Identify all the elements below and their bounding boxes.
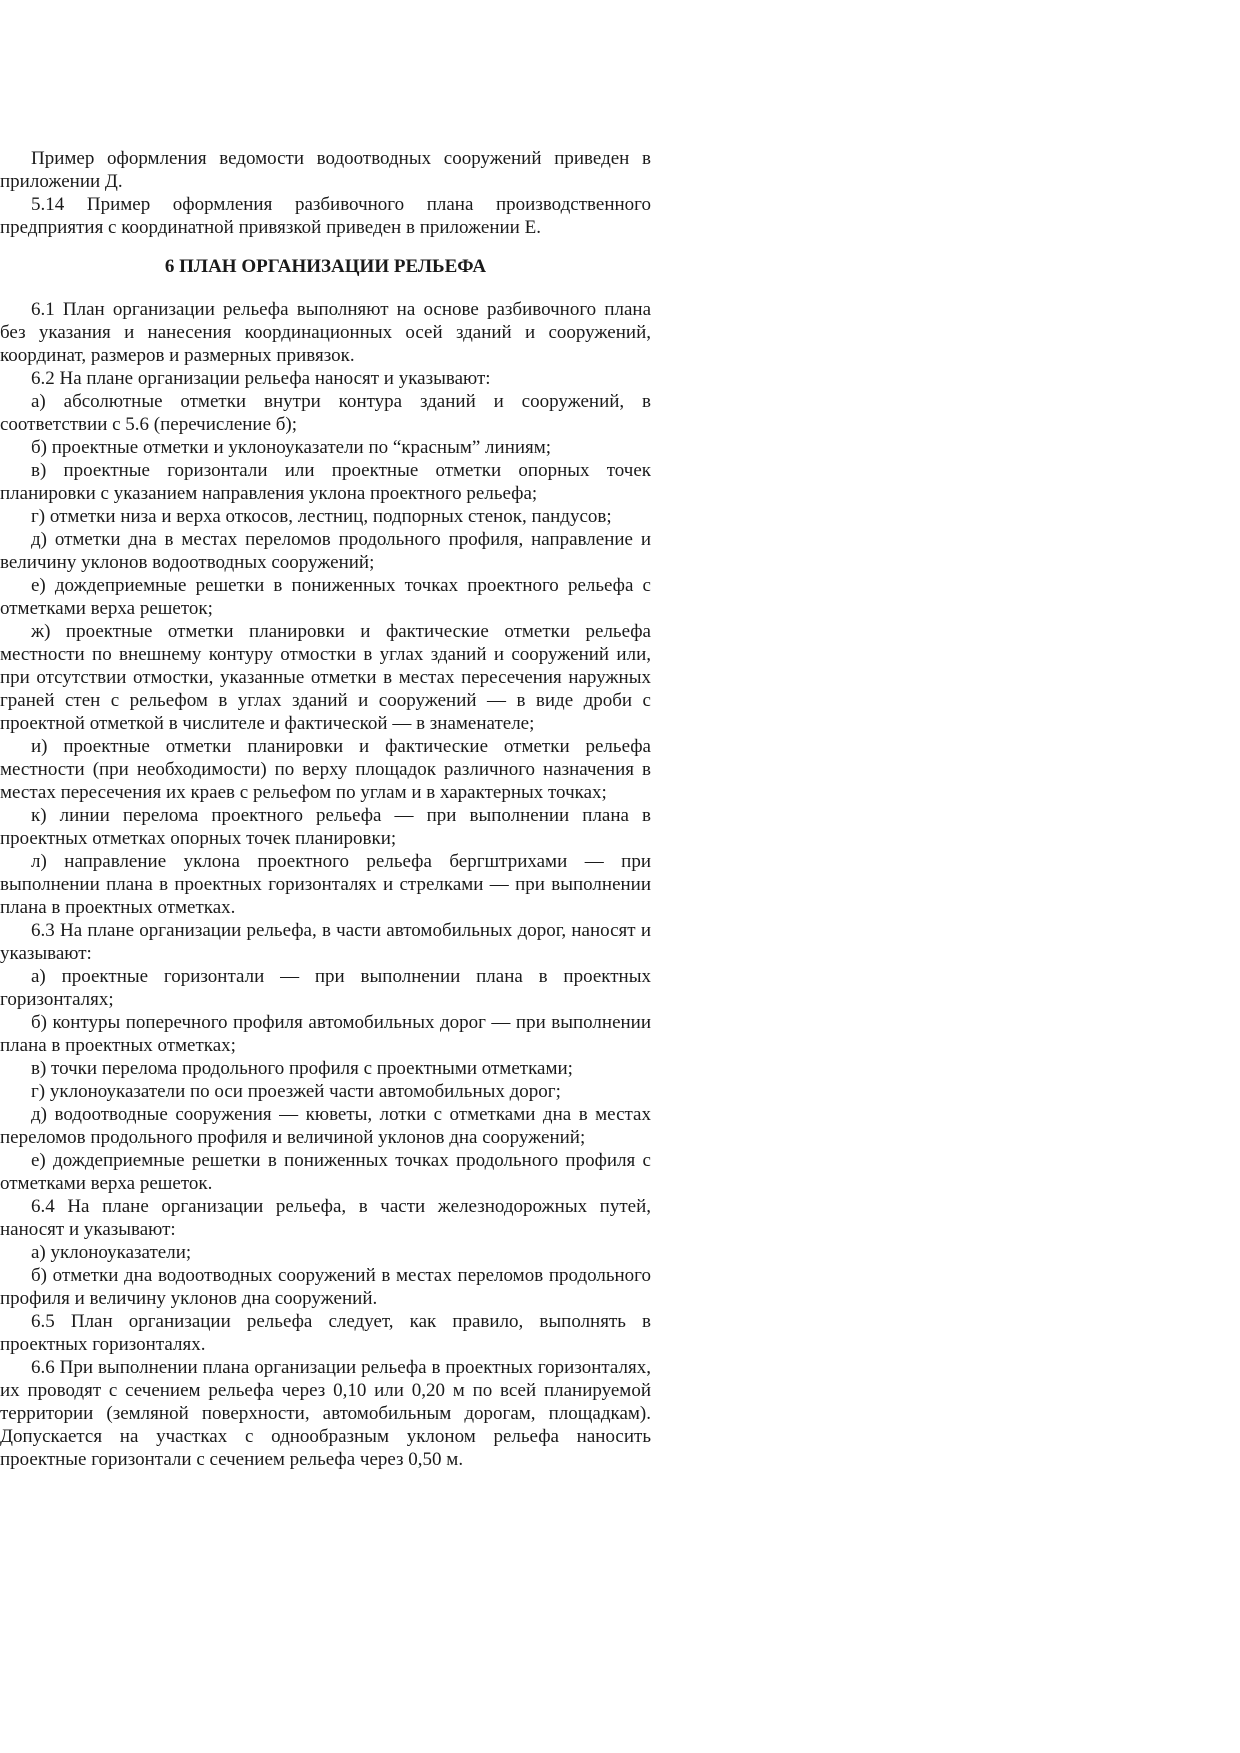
paragraph: Пример оформления ведомости водоотводных сооружений приведен в приложении Д. [0, 148, 651, 192]
paragraph: 6.3 На плане организации рельефа, в части автомобильных дорог, наносят и указывают: [0, 920, 651, 964]
paragraph: 6.6 При выполнении плана организации рельефа в проектных горизонталях, их проводят с сечением рельефа через 0,10 или 0,20 м по всей планируемой территории (земляной поверхности, автомобильным дорогам, площадкам). Допускается на участках с однообразным уклоном рельефа наносить проектные горизонтали с сечением рельефа через 0,50 м. [0, 1357, 651, 1470]
section-title: 6 ПЛАН ОРГАНИЗАЦИИ РЕЛЬЕФА [164, 256, 487, 277]
list-item: а) абсолютные отметки внутри контура зданий и сооружений, в соответствии с 5.6 (перечисление б); [0, 391, 651, 435]
list-item: в) проектные горизонтали или проектные отметки опорных точек планировки с указанием направления уклона проектного рельефа; [0, 460, 651, 504]
paragraph: 6.4 На плане организации рельефа, в части железнодорожных путей, наносят и указывают: [0, 1196, 651, 1240]
list-item: е) дождеприемные решетки в пониженных точках проектного рельефа с отметками верха решеток; [0, 575, 651, 619]
list-item: л) направление уклона проектного рельефа бергштрихами — при выполнении плана в проектных горизонталях и стрелками — при выполнении плана в проектных отметках. [0, 851, 651, 918]
list-item: к) линии перелома проектного рельефа — при выполнении плана в проектных отметках опорных точек планировки; [0, 805, 651, 849]
paragraph: 6.1 План организации рельефа выполняют на основе разбивочного плана без указания и нанесения координационных осей зданий и сооружений, координат, размеров и размерных привязок. [0, 299, 651, 366]
list-item: в) точки перелома продольного профиля с проектными отметками; [31, 1058, 573, 1079]
list-item: б) проектные отметки и уклоноуказатели по “красным” линиям; [31, 437, 552, 458]
paragraph: 5.14 Пример оформления разбивочного плана производственного предприятия с координатной привязкой приведен в приложении Е. [0, 194, 651, 238]
list-item: а) уклоноуказатели; [31, 1242, 192, 1263]
list-item: ж) проектные отметки планировки и фактические отметки рельефа местности по внешнему контуру отмостки в углах зданий и сооружений или, при отсутствии отмостки, указанные отметки в местах пересечения наружных граней стен с рельефом в углах зданий и сооружений — в виде дроби с проектной отметкой в числителе и фактической — в знаменателе; [0, 621, 651, 734]
list-item: е) дождеприемные решетки в пониженных точках продольного профиля с отметками верха решеток. [0, 1150, 651, 1194]
list-item: г) отметки низа и верха откосов, лестниц, подпорных стенок, пандусов; [31, 506, 612, 527]
list-item: д) отметки дна в местах переломов продольного профиля, направление и величину уклонов водоотводных сооружений; [0, 529, 651, 573]
list-item: б) контуры поперечного профиля автомобильных дорог — при выполнении плана в проектных отметках; [0, 1012, 651, 1056]
paragraph: 6.5 План организации рельефа следует, как правило, выполнять в проектных горизонталях. [0, 1311, 651, 1355]
document-page [0, 147, 651, 1471]
paragraph: 6.2 На плане организации рельефа наносят и указывают: [31, 368, 491, 389]
list-item: и) проектные отметки планировки и фактические отметки рельефа местности (при необходимости) по верху площадок различного назначения в местах пересечения их краев с рельефом по углам и в характерных точках; [0, 736, 651, 803]
list-item: а) проектные горизонтали — при выполнении плана в проектных горизонталях; [0, 966, 651, 1010]
list-item: д) водоотводные сооружения — кюветы, лотки с отметками дна в местах переломов продольного профиля и величиной уклонов дна сооружений; [0, 1104, 651, 1148]
list-item: г) уклоноуказатели по оси проезжей части автомобильных дорог; [31, 1081, 561, 1102]
list-item: б) отметки дна водоотводных сооружений в местах переломов продольного профиля и величину уклонов дна сооружений. [0, 1265, 651, 1309]
